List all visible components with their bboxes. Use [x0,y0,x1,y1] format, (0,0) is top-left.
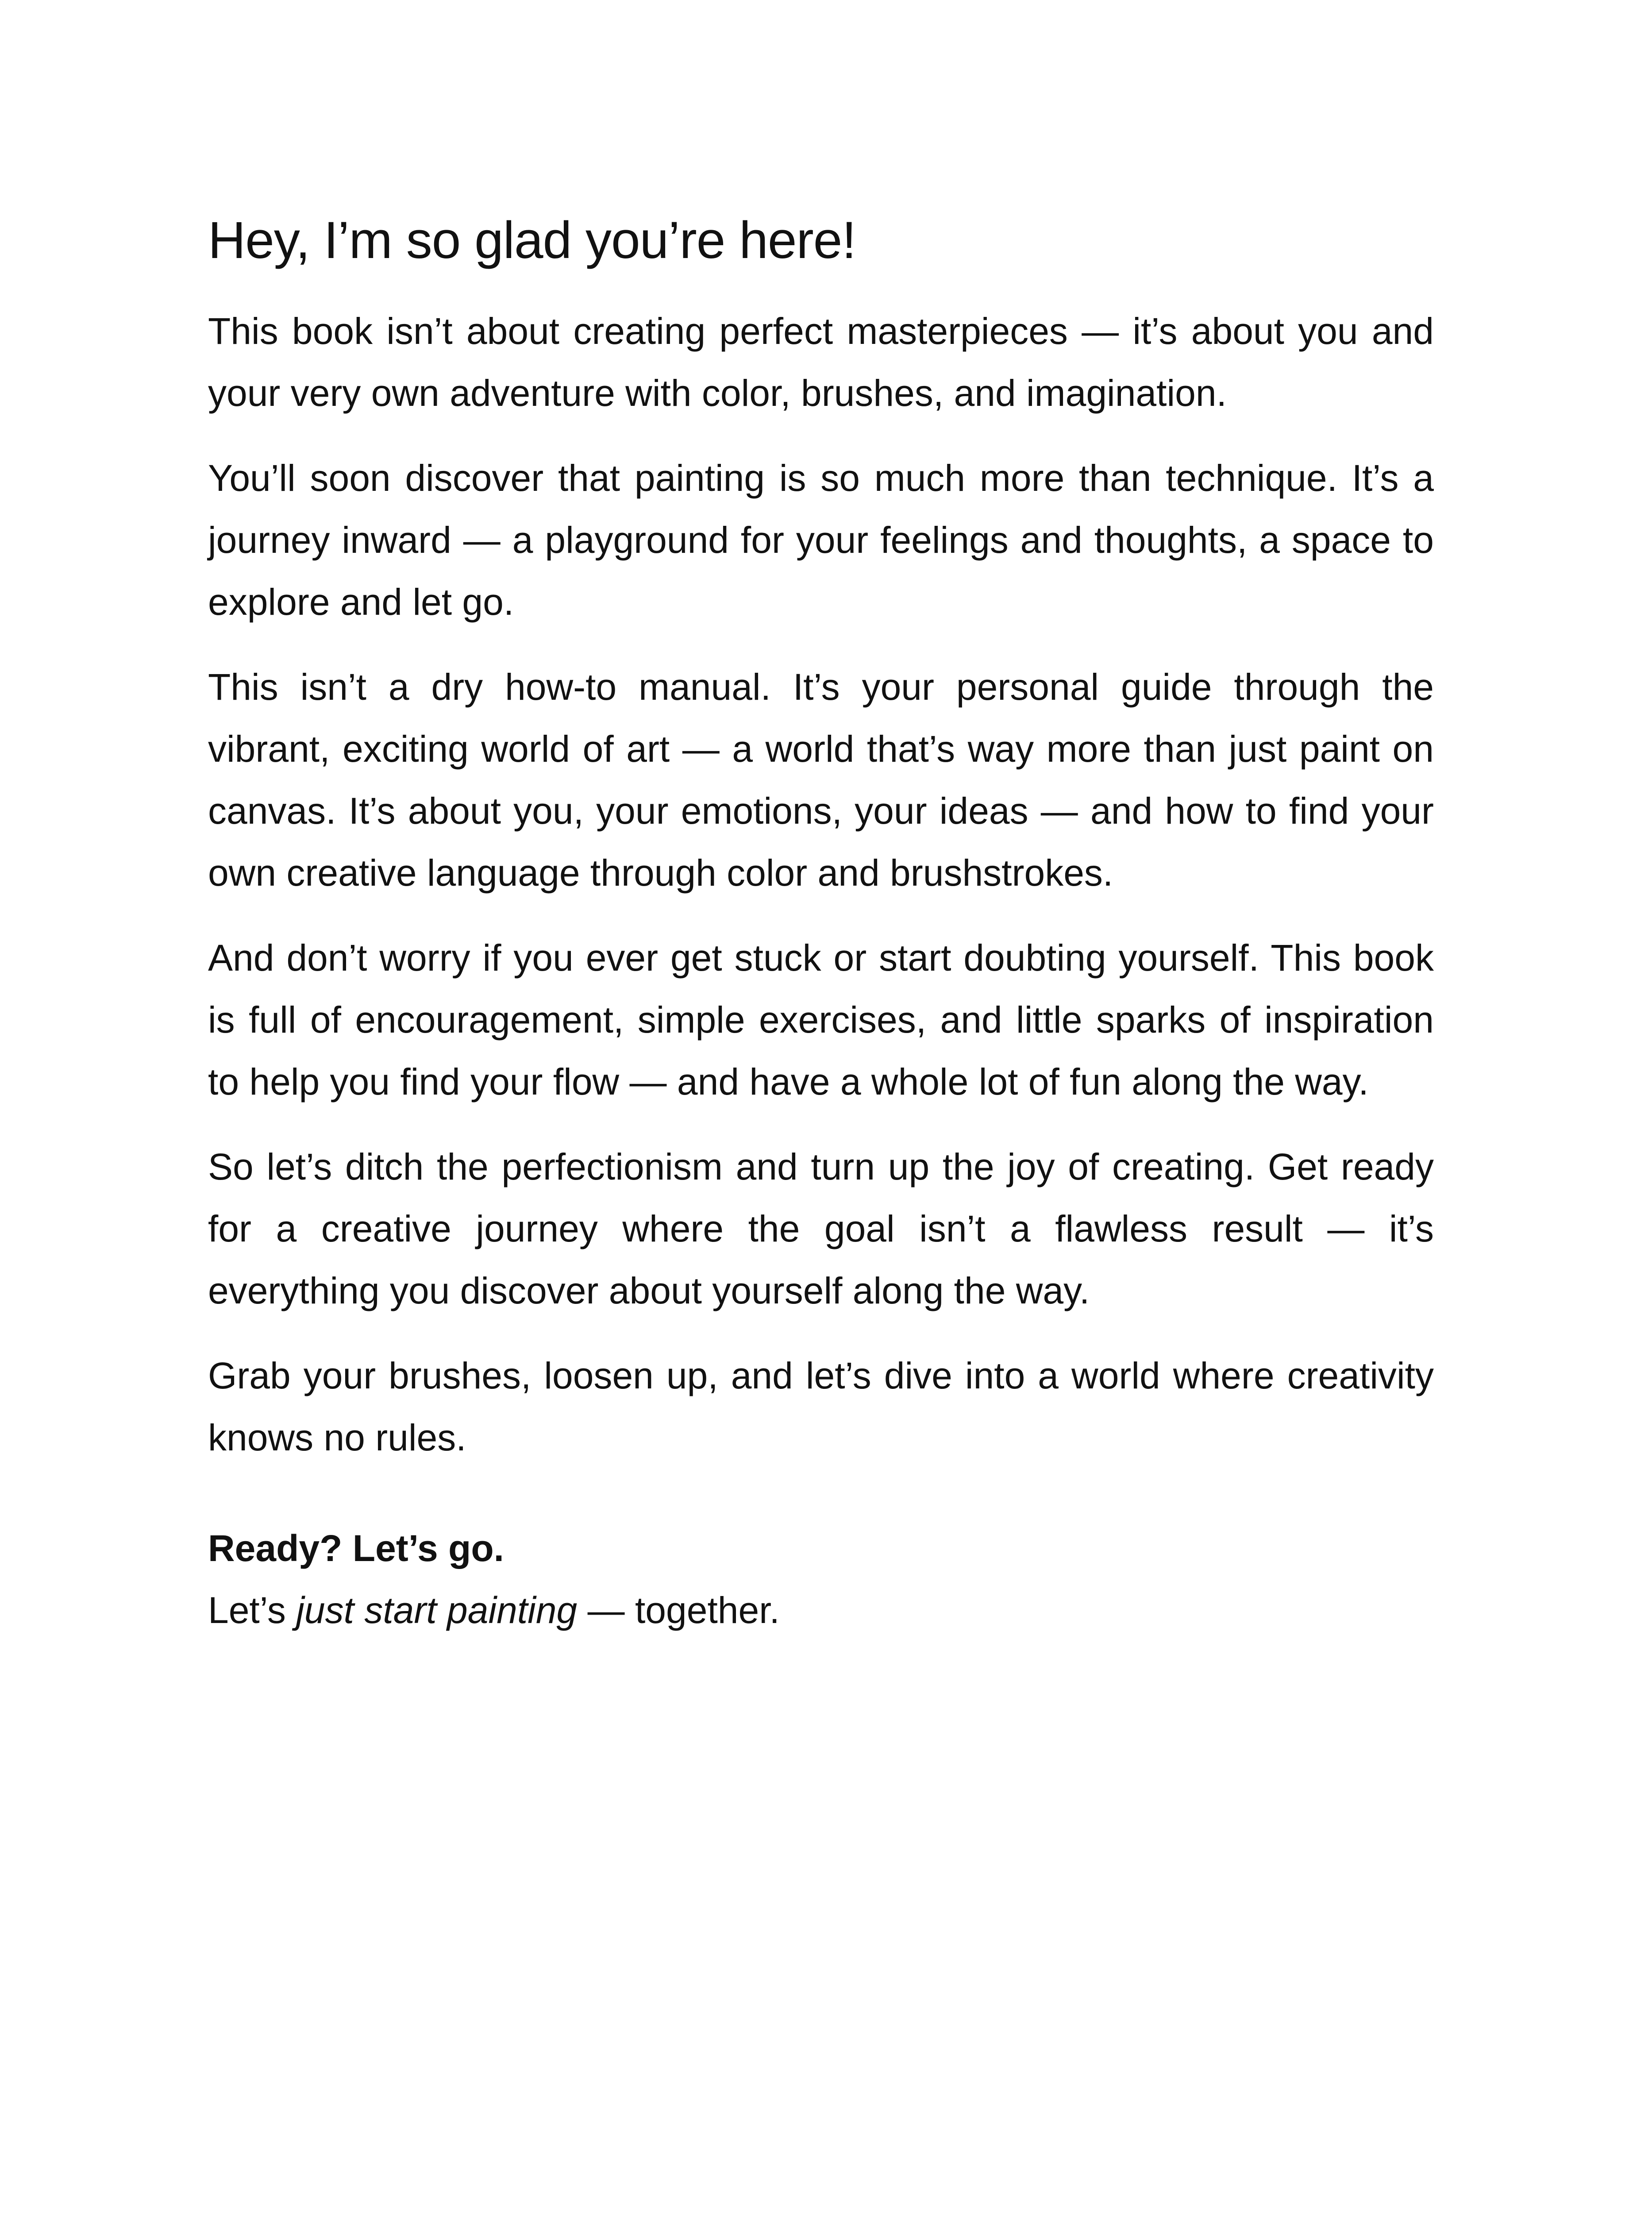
paragraph-intro: This book isn’t about creating perfect masterpieces — it’s about you and your very own adventure with color, brushes, and imagination. [208,310,1434,414]
paragraph-brushes: Grab your brushes, loosen up, and let’s dive into a world where creativity knows no rules. [208,1354,1434,1458]
signoff-prefix: Let’s [208,1589,297,1631]
signoff-italic: just start painting [296,1589,578,1631]
closing-bold-line: Ready? Let’s go. [208,1527,504,1569]
signoff-suffix: — together. [577,1589,780,1631]
paragraph-guide: This isn’t a dry how-to manual. It’s your personal guide through the vibrant, exciting world of art — a world that’s way more than just paint on canvas. It’s about you, your emotions, your ideas — and how to find your own creative language through color and brushstrokes. [208,666,1434,894]
paragraph-journey: You’ll soon discover that painting is so much more than technique. It’s a journey inward — a playground for your feelings and thoughts, a space to explore and let go. [208,457,1434,623]
document-page [208,208,1434,1641]
page-title: Hey, I’m so glad you’re here! [208,211,856,270]
paragraph-encouragement: And don’t worry if you ever get stuck or start doubting yourself. This book is full of encouragement, simple exercises, and little sparks of inspiration to help you find your flow — and have a whole lot of fun along the way. [208,937,1434,1103]
closing-block [208,1517,1434,1641]
closing-signoff [208,1579,1434,1641]
paragraph-perfectionism: So let’s ditch the perfectionism and turn up the joy of creating. Get ready for a creative journey where the goal isn’t a flawless result — it’s everything you discover about yourself along the way. [208,1145,1434,1311]
